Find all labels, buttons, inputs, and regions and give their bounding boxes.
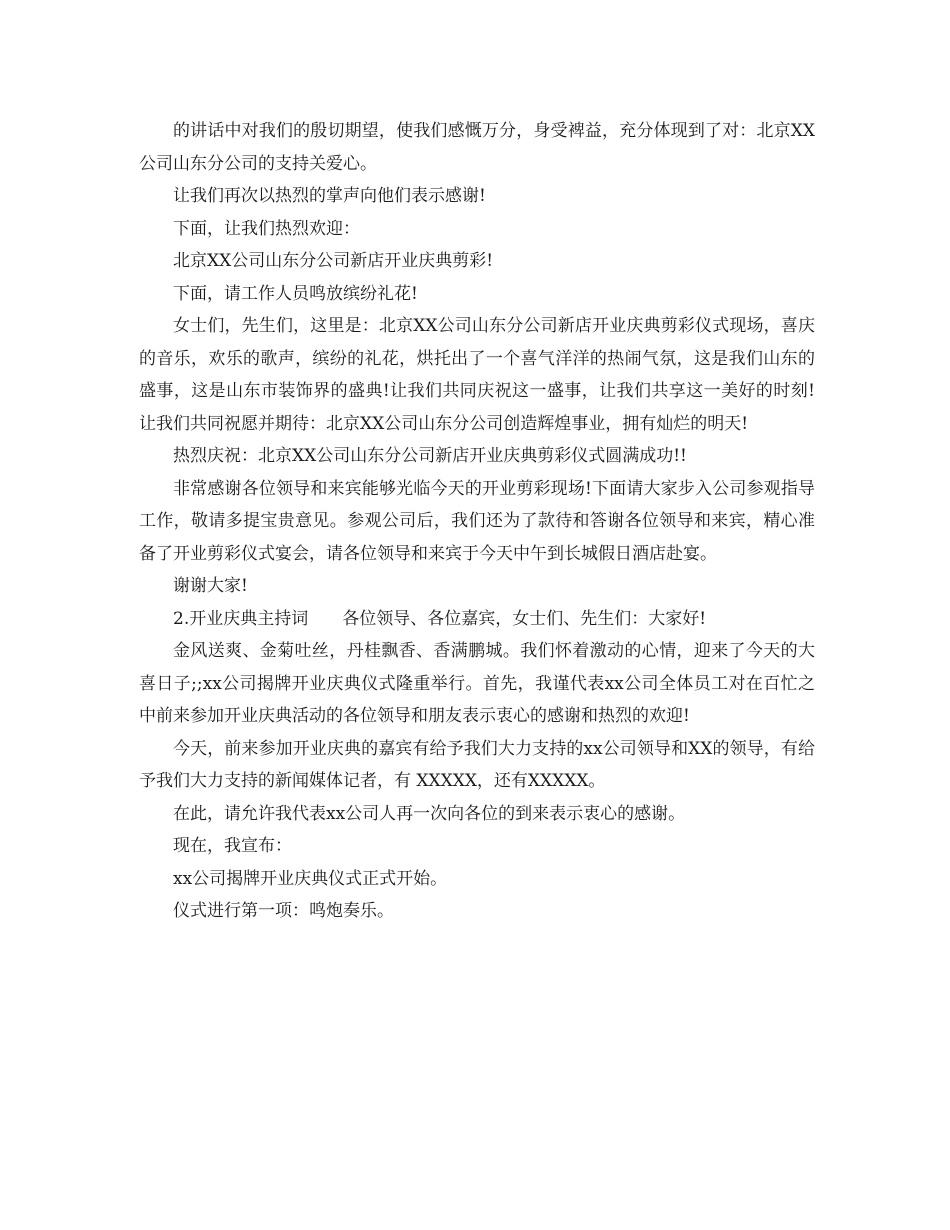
paragraph-14: 现在，我宣布：: [173, 836, 292, 856]
paragraph-5: 下面，请工作人员鸣放缤纷礼花!: [173, 283, 418, 304]
paragraph-15: xx公司揭牌开业庆典仪式正式开始。: [173, 868, 448, 889]
paragraph-3: 下面，让我们热烈欢迎：: [173, 218, 360, 239]
paragraph-9: 谢谢大家!: [173, 576, 248, 596]
paragraph-12: 今天，前来参加开业庆典的嘉宾有给予我们大力支持的xx公司领导和XX的领导，有给予我们大力支持的新闻媒体记者，有 XXXXX，还有XXXXX。: [139, 738, 815, 791]
paragraph-8: 非常感谢各位领导和来宾能够光临今天的开业剪彩现场!下面请大家步入公司参观指导工作，敬请多提宝贵意见。参观公司后，我们还为了款待和答谢各位领导和来宾，精心准备了开业剪彩仪式宴会，请各位领导和来宾于今天中午到长城假日酒店赴宴。: [139, 478, 815, 564]
paragraph-10: 2.开业庆典主持词 各位领导、各位嘉宾，女士们、先生们：大家好!: [173, 608, 707, 629]
paragraph-16: 仪式进行第一项：鸣炮奏乐。: [173, 901, 394, 921]
paragraph-4: 北京XX公司山东分公司新店开业庆典剪彩!: [173, 251, 494, 271]
document-body: [139, 115, 815, 928]
paragraph-1: 的讲话中对我们的殷切期望，使我们感慨万分，身受裨益，充分体现到了对：北京XX公司山东分公司的支持关爱心。: [139, 121, 815, 174]
paragraph-13: 在此，请允许我代表xx公司人再一次向各位的到来表示衷心的感谢。: [173, 803, 686, 824]
paragraph-11: 金风送爽、金菊吐丝，丹桂飘香、香满鹏城。我们怀着激动的心情，迎来了今天的大喜日子;;xx公司揭牌开业庆典仪式隆重举行。首先，我谨代表xx公司全体员工对在百忙之中前来参加开业庆典活动的各位领导和朋友表示衷心的感谢和热烈的欢迎!: [139, 641, 815, 726]
paragraph-6: 女士们，先生们，这里是：北京XX公司山东分公司新店开业庆典剪彩仪式现场，喜庆的音乐，欢乐的歌声，缤纷的礼花，烘托出了一个喜气洋洋的热闹气氛，这是我们山东的盛事，这是山东市装饰界的盛典!让我们共同庆祝这一盛事，让我们共享这一美好的时刻!让我们共同祝愿并期待：北京XX公司山东分公司创造辉煌事业，拥有灿烂的明天!: [139, 316, 815, 434]
paragraph-2: 让我们再次以热烈的掌声向他们表示感谢!: [173, 186, 486, 206]
paragraph-7: 热烈庆祝：北京XX公司山东分公司新店开业庆典剪彩仪式圆满成功!!: [173, 446, 687, 466]
